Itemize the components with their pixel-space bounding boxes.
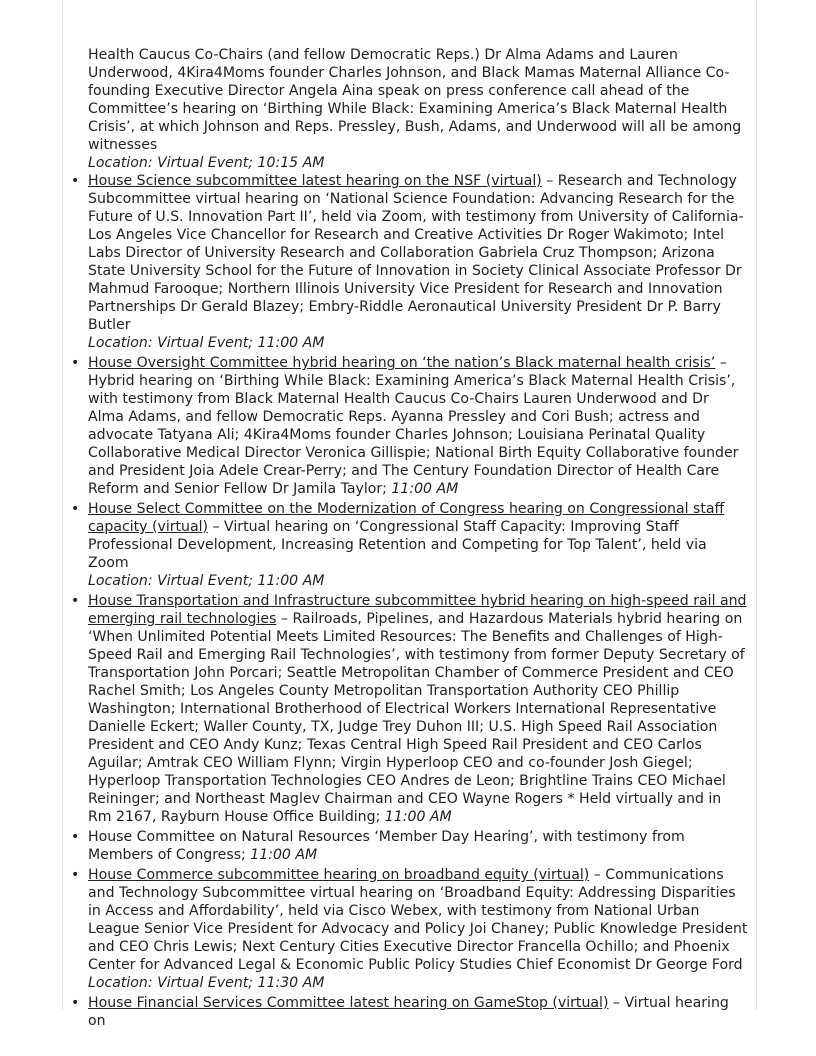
event-location: Location: Virtual Event; 11:00 AM: [88, 573, 325, 589]
event-desc: – Virtual hearing on ‘Congressional Staff Capacity: Improving Staff Professional Development, Increasing Retention and Competing for Top Talent’, held via Zoom: [88, 519, 707, 571]
event-link-broadband[interactable]: House Commerce subcommittee hearing on broadband equity (virtual): [88, 867, 590, 883]
event-location: Location: Virtual Event; 11:00 AM: [88, 335, 325, 351]
event-location: Location: Virtual Event; 11:30 AM: [88, 975, 325, 991]
event-desc: – Research and Technology Subcommittee virtual hearing on ‘National Science Foundation: Advancing Research for the Future of U.S. Innovation Part II’, held via Zoom, with testimony from University of California-Los Angeles Vice Chancellor for Research and Creative Activities Dr Roger Wakimoto; Intel Labs Director of University Research and Collaboration Gabriela Cruz Thompson; Arizona State University School for the Future of Innovation in Society Clinical Associate Professor Dr Mahmud Farooque; Northern Illinois University Vice President for Research and Innovation Partnerships Dr Gerald Blazey; Embry-Riddle Aeronautical University President Dr P. Barry Butler: [88, 173, 744, 333]
event-link-oversight[interactable]: House Oversight Committee hybrid hearing on ‘the nation’s Black maternal health crisis’: [88, 355, 716, 371]
event-link-gamestop[interactable]: House Financial Services Committee latest hearing on GameStop (virtual): [88, 995, 609, 1011]
event-list: [88, 172, 748, 1030]
event-desc: – Virtual hearing on: [88, 995, 729, 1029]
event-item-oversight: [88, 354, 748, 498]
intro-text: Health Caucus Co-Chairs (and fellow Democratic Reps.) Dr Alma Adams and Lauren Underwood, 4Kira4Moms founder Charles Johnson, and Black Mamas Maternal Alliance Co-founding Executive Director Angela Aina speak on press conference call ahead of the Committee’s hearing on ‘Birthing While Black: Examining America’s Black Maternal Health Crisis’, at which Johnson and Reps. Pressley, Bush, Adams, and Underwood will all be among witnesses: [88, 47, 742, 153]
intro-location: Location: Virtual Event; 10:15 AM: [88, 155, 325, 171]
event-item-rail: [88, 592, 748, 826]
event-time: 11:00 AM: [391, 481, 459, 497]
event-time: 11:00 AM: [250, 847, 318, 863]
event-list-document: [88, 46, 748, 1032]
event-desc: – Hybrid hearing on ‘Birthing While Black: Examining America’s Black Maternal Health Crisis’, with testimony from Black Maternal Health Caucus Co-Chairs Lauren Underwood and Dr Alma Adams, and fellow Democratic Reps. Ayanna Pressley and Cori Bush; actress and advocate Tatyana Ali; 4Kira4Moms founder Charles Johnson; Louisiana Perinatal Quality Collaborative Medical Director Veronica Gillispie; National Birth Equity Collaborative founder and President Joia Adele Crear-Perry; and The Century Foundation Director of Health Care Reform and Senior Fellow Dr Jamila Taylor;: [88, 355, 739, 497]
event-link-modernization[interactable]: House Select Committee on the Modernization of Congress hearing on Congressional staff capacity (virtual): [88, 501, 725, 535]
event-item-natural-resources: [88, 828, 748, 864]
event-item-broadband: [88, 866, 748, 992]
event-link-rail[interactable]: House Transportation and Infrastructure subcommittee hybrid hearing on high-speed rail and emerging rail technologies: [88, 593, 747, 627]
event-desc: – Communications and Technology Subcommittee virtual hearing on ‘Broadband Equity: Addressing Disparities in Access and Affordability’, held via Cisco Webex, with testimony from National Urban League Senior Vice President for Advocacy and Policy Joi Chaney; Public Knowledge President and CEO Chris Lewis; Next Century Cities Executive Director Francella Ochillo; and Phoenix Center for Advanced Legal & Economic Public Policy Studies Chief Economist Dr George Ford: [88, 867, 748, 973]
event-time: 11:00 AM: [384, 809, 452, 825]
event-item-nsf: [88, 172, 748, 352]
event-desc: House Committee on Natural Resources ‘Member Day Hearing’, with testimony from Members of Congress;: [88, 829, 685, 863]
event-link-nsf[interactable]: House Science subcommittee latest hearing on the NSF (virtual): [88, 173, 542, 189]
event-item-gamestop: [88, 994, 748, 1030]
event-item-modernization: [88, 500, 748, 590]
event-desc: – Railroads, Pipelines, and Hazardous Materials hybrid hearing on ‘When Unlimited Potential Meets Limited Resources: The Benefits and Challenges of High-Speed Rail and Emerging Rail Technologies’, with testimony from former Deputy Secretary of Transportation John Porcari; Seattle Metropolitan Chamber of Commerce President and CEO Rachel Smith; Los Angeles County Metropolitan Transportation Authority CEO Phillip Washington; International Brotherhood of Electrical Workers International Representative Danielle Eckert; Waller County, TX, Judge Trey Duhon III; U.S. High Speed Rail Association President and CEO Andy Kunz; Texas Central High Speed Rail President and CEO Carlos Aguilar; Amtrak CEO William Flynn; Virgin Hyperloop CEO and co-founder Josh Giegel; Hyperloop Transportation Technologies CEO Andres de Leon; Brightline Trains CEO Michael Reininger; and Northeast Maglev Chairman and CEO Wayne Rogers * Held virtually and in Rm 2167, Rayburn House Office Building;: [88, 611, 745, 825]
